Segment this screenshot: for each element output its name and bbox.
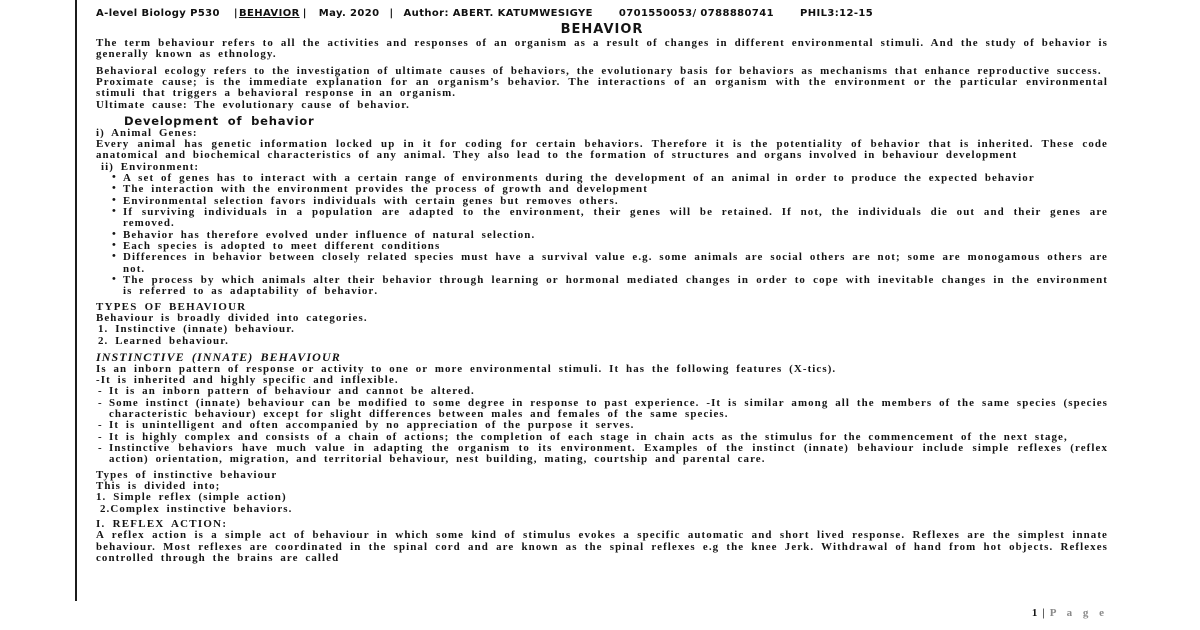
- proximate-cause-term: Proximate cause;: [96, 76, 198, 89]
- instinctive-heading: INSTINCTIVE (INNATE) BEHAVIOUR: [96, 350, 341, 365]
- numbered-item-complex: 2.Complex instinctive behaviors.: [100, 502, 293, 515]
- bullet-item: • Each species is adopted to meet different conditions: [112, 241, 1108, 252]
- page-number: 1: [1031, 607, 1039, 619]
- header-code: PHIL3:12-15: [799, 8, 874, 19]
- header-course: A-level Biology P530: [96, 8, 220, 19]
- bullet-item: • Environmental selection favors individuals with certain genes but removes others.: [112, 196, 1108, 207]
- dash-item: - It is an inborn pattern of behaviour and cannot be altered.: [96, 386, 1108, 397]
- instinct-types-heading: Types of instinctive behaviour: [96, 468, 278, 481]
- page-footer: [1032, 607, 1108, 619]
- header-separator: |: [233, 8, 238, 19]
- page-edge-line: [75, 0, 77, 601]
- bullet-item: • Differences in behavior between closely related species must have a survival value e.g. some animals are social others are not; some are monogamous others are not.: [112, 252, 1108, 275]
- dash-item: - It is highly complex and consists of a chain of actions; the completion of each stage in chain acts as the stimulus for the commencement of the next stage,: [96, 432, 1108, 443]
- bullet-item: • Behavior has therefore evolved under influence of natural selection.: [112, 230, 1108, 241]
- instinctive-dash-list: [96, 386, 1108, 465]
- header-author: Author: ABERT. KATUMWESIGYE: [403, 8, 593, 19]
- proximate-cause-paragraph: [96, 77, 1108, 100]
- document-header: [96, 8, 1108, 21]
- reflex-paragraph: A reflex action is a simple act of behaviour in which some kind of stimulus evokes a specific automatic and short lived response. Reflexes are the simplest innate behaviour. Most reflexes are coordinated in the spinal cord and are known as the spinal reflexes e.g the knee Jerk. Withdrawal of hand from hot objects. Reflexes controlled through the brains are called: [96, 529, 1108, 565]
- page-content: [96, 8, 1108, 564]
- dash-item: - Some instinct (innate) behaviour can be modified to some degree in response to past experience. -It is similar among all the members of the same species (species characteristic behaviour) except for slight differences between males and females of the same species.: [96, 398, 1108, 421]
- subheading-animal-genes: i) Animal Genes:: [96, 126, 198, 139]
- ultimate-cause-paragraph: [96, 100, 1108, 111]
- footer-page-word: P a g e: [1049, 607, 1108, 619]
- ultimate-cause-term: Ultimate cause:: [96, 98, 188, 111]
- bullet-item: • If surviving individuals in a population are adapted to the environment, their genes will be retained. If not, the individuals die out and their genes are removed.: [112, 207, 1108, 230]
- page-title: BEHAVIOR: [560, 22, 644, 37]
- dash-item: - It is unintelligent and often accompanied by no appreciation of the purpose it serves.: [96, 420, 1108, 431]
- bullet-item: • The interaction with the environment provides the process of growth and development: [112, 184, 1108, 195]
- ultimate-cause-definition: The evolutionary cause of behavior.: [187, 98, 410, 111]
- behavioral-ecology-term: Behavioral ecology: [96, 64, 207, 77]
- instinct-types-intro: This is divided into;: [96, 480, 221, 493]
- behavioral-ecology-definition: refers to the investigation of ultimate causes of behaviors, the evolutionary basis for behaviors as mechanisms that enhance reproductive success.: [206, 64, 1102, 77]
- proximate-cause-definition: is the immediate explanation for an organism’s behavior. The interactions of an organism with the environment or the particular environmental stimuli that triggers a behavioral response in an organism.: [96, 76, 1108, 100]
- header-phone: 0701550053/ 0788880741: [618, 8, 774, 19]
- bullet-tail: .: [374, 285, 379, 298]
- footer-separator: |: [1042, 607, 1046, 619]
- types-intro: Behaviour is broadly divided into categories.: [96, 312, 368, 325]
- reflex-heading: I. REFLEX ACTION:: [96, 518, 228, 531]
- header-date: May. 2020: [318, 8, 380, 19]
- instinctive-feature-line: -It is inherited and highly specific and inflexible.: [96, 373, 399, 386]
- header-doc-title: BEHAVIOR: [238, 8, 300, 19]
- bullet-item: • A set of genes has to interact with a certain range of environments during the development of an animal in order to produce the expected behavior: [112, 173, 1108, 184]
- intro-paragraph: The term behaviour refers to all the activities and responses of an organism as a result of changes in different environmental stimuli. And the study of behavior is generally known as ethnology.: [96, 37, 1108, 61]
- header-separator: |: [302, 8, 307, 19]
- instinctive-intro: Is an inborn pattern of response or activity to one or more environmental stimuli. It has the following features (X-tics).: [96, 362, 837, 375]
- bullet-item: [112, 275, 1108, 298]
- numbered-item-instinctive: 1. Instinctive (innate) behaviour.: [98, 323, 295, 336]
- header-separator: |: [389, 8, 394, 19]
- animal-genes-paragraph: Every animal has genetic information locked up in it for coding for certain behaviors. Therefore it is the potentiality of behavior that is inherited. These code anatomical and biochemical characteristics of any animal. They also lead to the formation of structures and organs involved in behaviour development: [96, 137, 1108, 162]
- bullet-text: The process by which animals alter their behavior through learning or hormonal mediated changes in order to cope with inevitable changes in the environment is referred to as: [123, 274, 1108, 298]
- types-heading: TYPES OF BEHAVIOUR: [96, 300, 247, 313]
- section-heading-development: Development of behavior: [124, 114, 315, 129]
- numbered-item-learned: 2. Learned behaviour.: [98, 334, 229, 347]
- dash-item: - Instinctive behaviors have much value in adapting the organism to its environment. Examples of the instinct (innate) behaviour include simple reflexes (reflex action) orientation, migration, and territorial behaviour, nest building, mating, courtship and parental care.: [96, 443, 1108, 466]
- subheading-environment: ii) Environment:: [101, 160, 200, 173]
- numbered-item-simple-reflex: 1. Simple reflex (simple action): [96, 491, 287, 504]
- environment-bullet-list: [112, 173, 1108, 298]
- bullet-bold-term: adaptability of behavior: [230, 285, 375, 298]
